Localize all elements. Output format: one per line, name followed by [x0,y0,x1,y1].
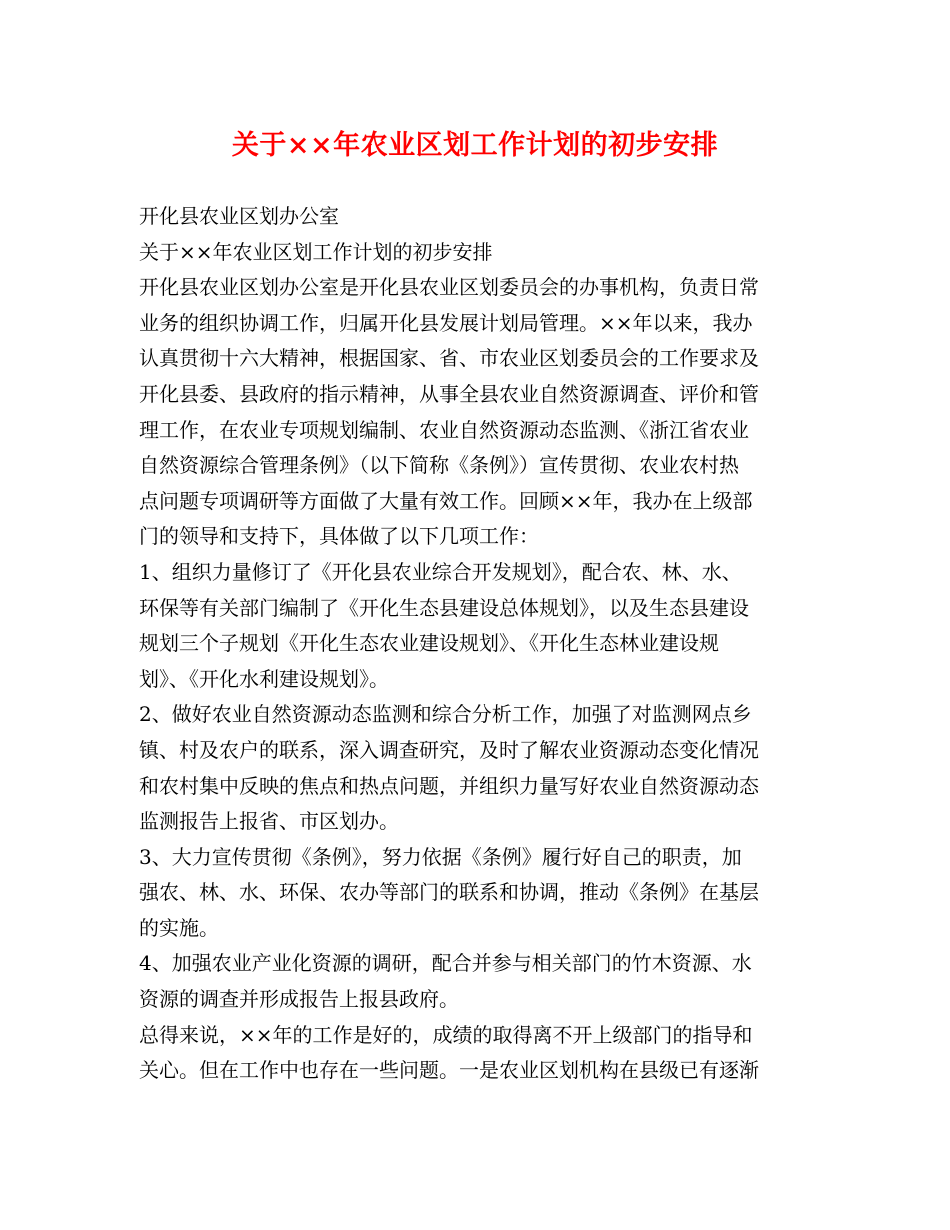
body-line: 点问题专项调研等方面做了大量有效工作。回顾××年，我办在上级部 [139,488,753,513]
document-title: 关于××年农业区划工作计划的初步安排 [231,130,719,161]
body-line: 镇、村及农户的联系，深入调查研究，及时了解农业资源动态变化情况 [139,737,759,762]
body-line: 自然资源综合管理条例》（以下简称《条例》）宣传贯彻、农业农村热 [139,453,739,478]
body-line: 3、大力宣传贯彻《条例》，努力依据《条例》履行好自己的职责，加 [139,844,742,869]
body-line: 4、加强农业产业化资源的调研，配合并参与相关部门的竹木资源、水 [139,951,752,976]
body-line: 和农村集中反映的焦点和热点问题，并组织力量写好农业自然资源动态 [139,773,759,798]
body-line: 1、组织力量修订了《开化县农业综合开发规划》，配合农、林、水、 [139,559,742,584]
body-line: 规划三个子规划《开化生态农业建设规划》、《开化生态林业建设规 [139,631,719,656]
body-line: 开化县农业区划办公室是开化县农业区划委员会的办事机构，负责日常 [139,275,759,300]
body-line: 关心。但在工作中也存在一些问题。一是农业区划机构在县级已有逐渐 [139,1058,759,1083]
body-line: 关于××年农业区划工作计划的初步安排 [139,239,493,264]
body-line: 业务的组织协调工作，归属开化县发展计划局管理。××年以来，我办 [139,310,753,335]
body-line: 理工作，在农业专项规划编制、农业自然资源动态监测、《浙江省农业 [139,417,749,442]
body-line: 的实施。 [139,915,219,940]
body-line: 总得来说，××年的工作是好的，成绩的取得离不开上级部门的指导和 [139,1022,753,1047]
body-line: 环保等有关部门编制了《开化生态县建设总体规划》，以及生态县建设 [139,595,749,620]
body-line: 2、做好农业自然资源动态监测和综合分析工作，加强了对监测网点乡 [139,702,752,727]
body-line: 强农、林、水、环保、农办等部门的联系和协调，推动《条例》在基层 [139,880,759,905]
body-line: 资源的调查并形成报告上报县政府。 [139,987,459,1012]
body-line: 监测报告上报省、市区划办。 [139,809,399,834]
body-line: 开化县农业区划办公室 [139,204,339,228]
body-line: 认真贯彻十六大精神，根据国家、省、市农业区划委员会的工作要求及 [139,346,759,371]
document-body [139,199,819,1089]
body-line: 门的领导和支持下，具体做了以下几项工作： [139,524,539,549]
body-line: 开化县委、县政府的指示精神，从事全县农业自然资源调查、评价和管 [139,381,759,406]
body-line: 划》、《开化水利建设规划》。 [139,666,389,691]
